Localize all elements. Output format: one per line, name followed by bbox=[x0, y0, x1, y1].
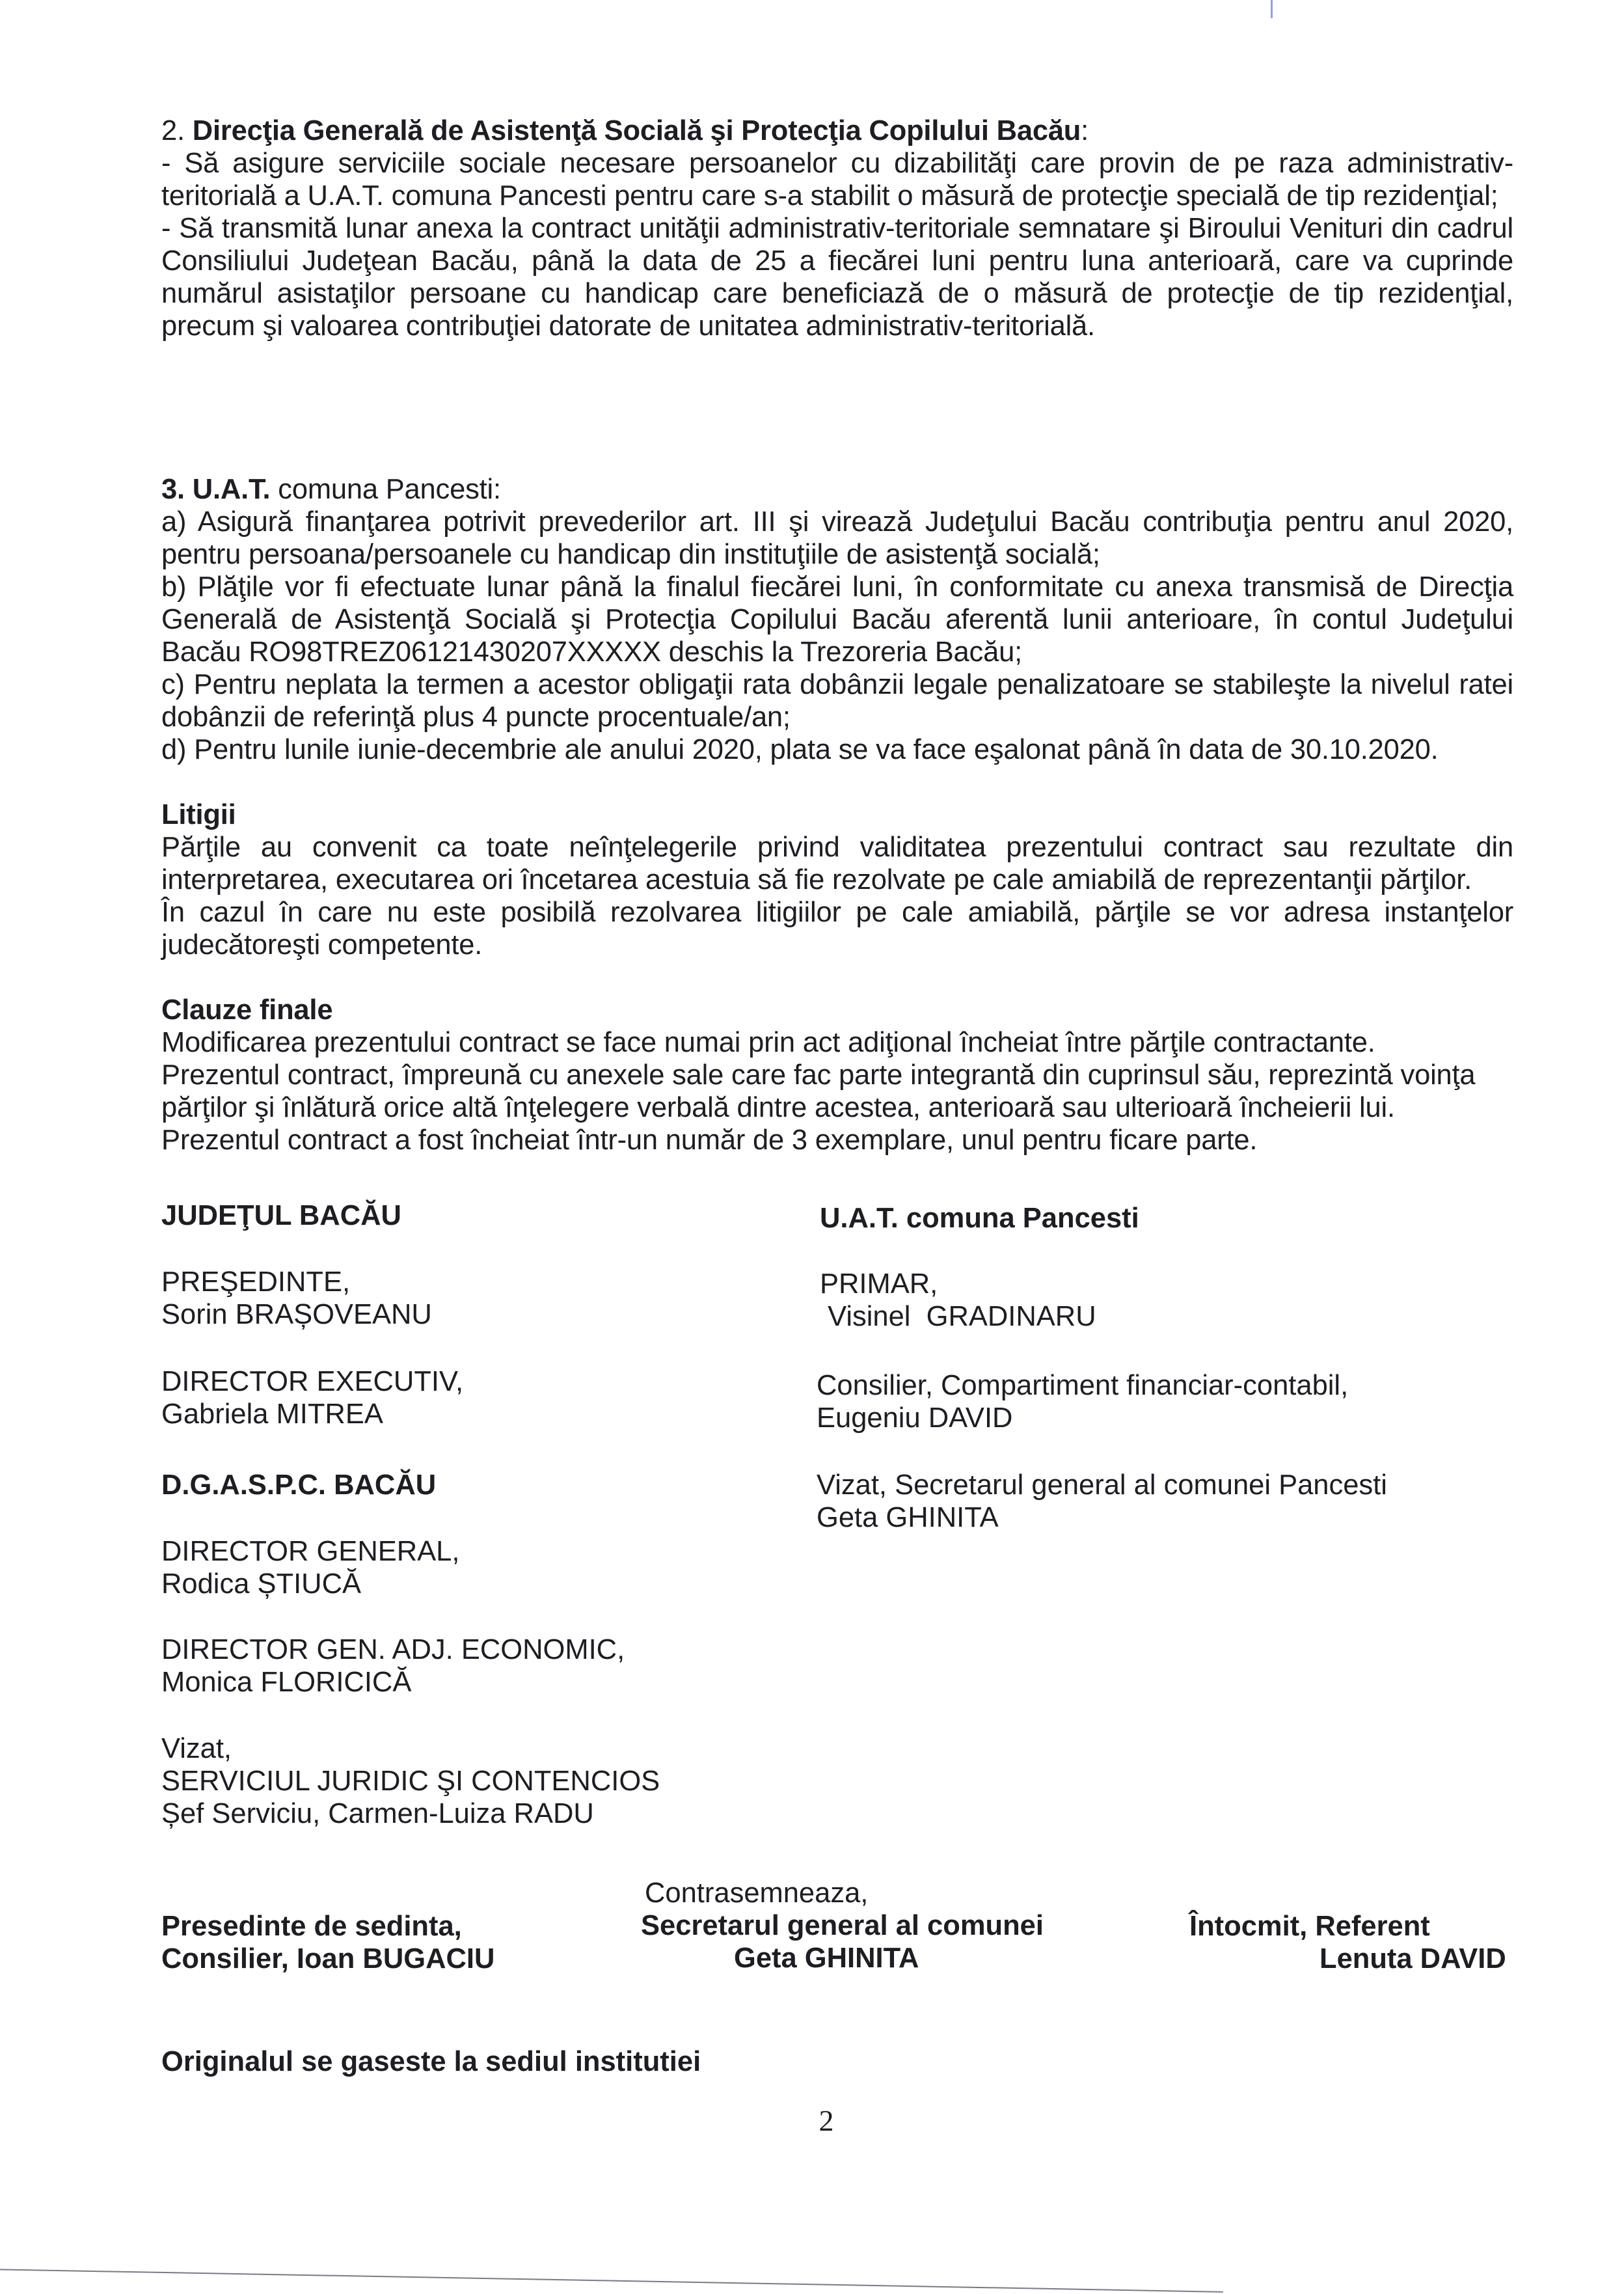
section-2-paragraph-1: - Să asigure serviciile sociale necesare persoanelor cu dizabilităţi care provin de pe raza administrativ-teritorială a U.A.T. comuna Pancesti pentru care s-a stabilit o măsură de protecţie specială de tip rezidenţial; bbox=[161, 148, 1513, 212]
signatory-director-general: DIRECTOR GENERAL, Rodica ȘTIUCĂ bbox=[161, 1536, 460, 1600]
clauze-finale-section bbox=[161, 994, 1513, 1156]
presedinte-sedinta-block: Presedinte de sedinta, Consilier, Ioan BUGACIU bbox=[161, 1911, 495, 1974]
section-3 bbox=[161, 473, 1513, 766]
section-3-item-b: b) Plăţile vor fi efectuate lunar până la finalul fiecărei luni, în conformitate cu anexa transmisă de Direcţia Generală de Asistenţă Socială şi Protecţia Copilului Bacău aferentă lunii anterioare, în contul Judeţului Bacău RO98TREZ06121430207XXXXX deschis la Trezoreria Bacău; bbox=[161, 571, 1513, 668]
intocmit-block: Întocmit, Referent Lenuta DAVID bbox=[1189, 1911, 1506, 1974]
section-3-item-d: d) Pentru lunile iunie-decembrie ale anului 2020, plata se va face eşalonat până în data de 30.10.2020. bbox=[161, 734, 1439, 765]
section-2 bbox=[161, 115, 1513, 342]
original-location-note: Originalul se gaseste la sediul institutiei bbox=[161, 2046, 701, 2077]
section-3-heading: 3. U.A.T. comuna Pancesti: bbox=[161, 474, 501, 505]
litigii-paragraph-1: Părţile au convenit ca toate neînţelegerile privind validitatea prezentului contract sau rezultate din interpretarea, executarea ori încetarea acestuia să fie rezolvate pe cale amiabilă de reprezentanţii părţilor. bbox=[161, 832, 1513, 895]
signatory-secretar-vizat: Vizat, Secretarul general al comunei Pancesti Geta GHINITA bbox=[817, 1469, 1387, 1533]
clauze-finale-line: Modificarea prezentului contract se face numai prin act adiţional încheiat între părţile contractante. bbox=[161, 1027, 1375, 1058]
signatory-primar: PRIMAR, Visinel GRADINARU bbox=[820, 1268, 1096, 1332]
party-uat-pancesti: U.A.T. comuna Pancesti bbox=[820, 1203, 1139, 1234]
section-3-item-c: c) Pentru neplata la termen a acestor obligaţii rata dobânzii legale penalizatoare se stabileşte la nivelul ratei dobânzii de referinţă plus 4 puncte procentuale/an; bbox=[161, 669, 1513, 733]
signatory-director-executiv: DIRECTOR EXECUTIV, Gabriela MITREA bbox=[161, 1366, 464, 1430]
section-2-paragraph-2: - Să transmită lunar anexa la contract unităţii administrativ-teritoriale semnatare şi Biroului Venituri din cadrul Consiliului Judeţean Bacău, până la data de 25 a fiecărei luni pentru luna anterioară, care va cuprinde numărul asistaţilor persoane cu handicap care beneficiază de o măsură de protecţie de tip rezidenţial, precum şi valoarea contribuţiei datorate de unitatea administrativ-teritorială. bbox=[161, 213, 1513, 342]
clauze-finale-heading: Clauze finale bbox=[161, 994, 333, 1026]
clauze-finale-line: Prezentul contract, împreună cu anexele sale care fac parte integrantă din cuprinsul său, reprezintă voinţa bbox=[161, 1059, 1476, 1091]
signatory-consilier-financiar: Consilier, Compartiment financiar-contabil, Eugeniu DAVID bbox=[817, 1370, 1349, 1434]
signatory-juridic: Vizat, SERVICIUL JURIDIC ŞI CONTENCIOS Șef Serviciu, Carmen-Luiza RADU bbox=[161, 1733, 660, 1829]
litigii-paragraph-2: În cazul în care nu este posibilă rezolvarea litigiilor pe cale amiabilă, părţile se vor adresa instanţelor judecătoreşti competente. bbox=[161, 897, 1513, 961]
scan-artifact-edge bbox=[0, 2269, 1223, 2293]
litigii-section bbox=[161, 799, 1513, 961]
section-3-item-a: a) Asigură finanţarea potrivit prevederilor art. III şi virează Judeţului Bacău contribuţia pentru anul 2020, pentru persoana/persoanele cu handicap din instituţiile de asistenţă socială; bbox=[161, 506, 1513, 570]
clauze-finale-line: părţilor şi înlătură orice altă înţelegere verbală dintre acestea, anterioară sau ulterioară încheierii lui. bbox=[161, 1092, 1395, 1123]
litigii-heading: Litigii bbox=[161, 799, 236, 830]
clauze-finale-line: Prezentul contract a fost încheiat într-un număr de 3 exemplare, unul pentru ficare parte. bbox=[161, 1125, 1258, 1156]
scan-artifact-mark bbox=[1271, 0, 1273, 18]
signatory-presedinte: PREŞEDINTE, Sorin BRAȘOVEANU bbox=[161, 1266, 432, 1330]
section-2-heading: 2. Direcţia Generală de Asistenţă Socială şi Protecţia Copilului Bacău: bbox=[161, 115, 1089, 146]
party-judetul-bacau: JUDEŢUL BACĂU bbox=[161, 1200, 401, 1231]
signatory-director-adjunct: DIRECTOR GEN. ADJ. ECONOMIC, Monica FLORICICĂ bbox=[161, 1634, 625, 1698]
party-dgaspc-bacau: D.G.A.S.P.C. BACĂU bbox=[161, 1469, 437, 1501]
contrasemneaza-block: Contrasemneaza, Secretarul general al comunei Geta GHINITA bbox=[641, 1878, 1044, 1974]
page-number: 2 bbox=[819, 2104, 834, 2137]
